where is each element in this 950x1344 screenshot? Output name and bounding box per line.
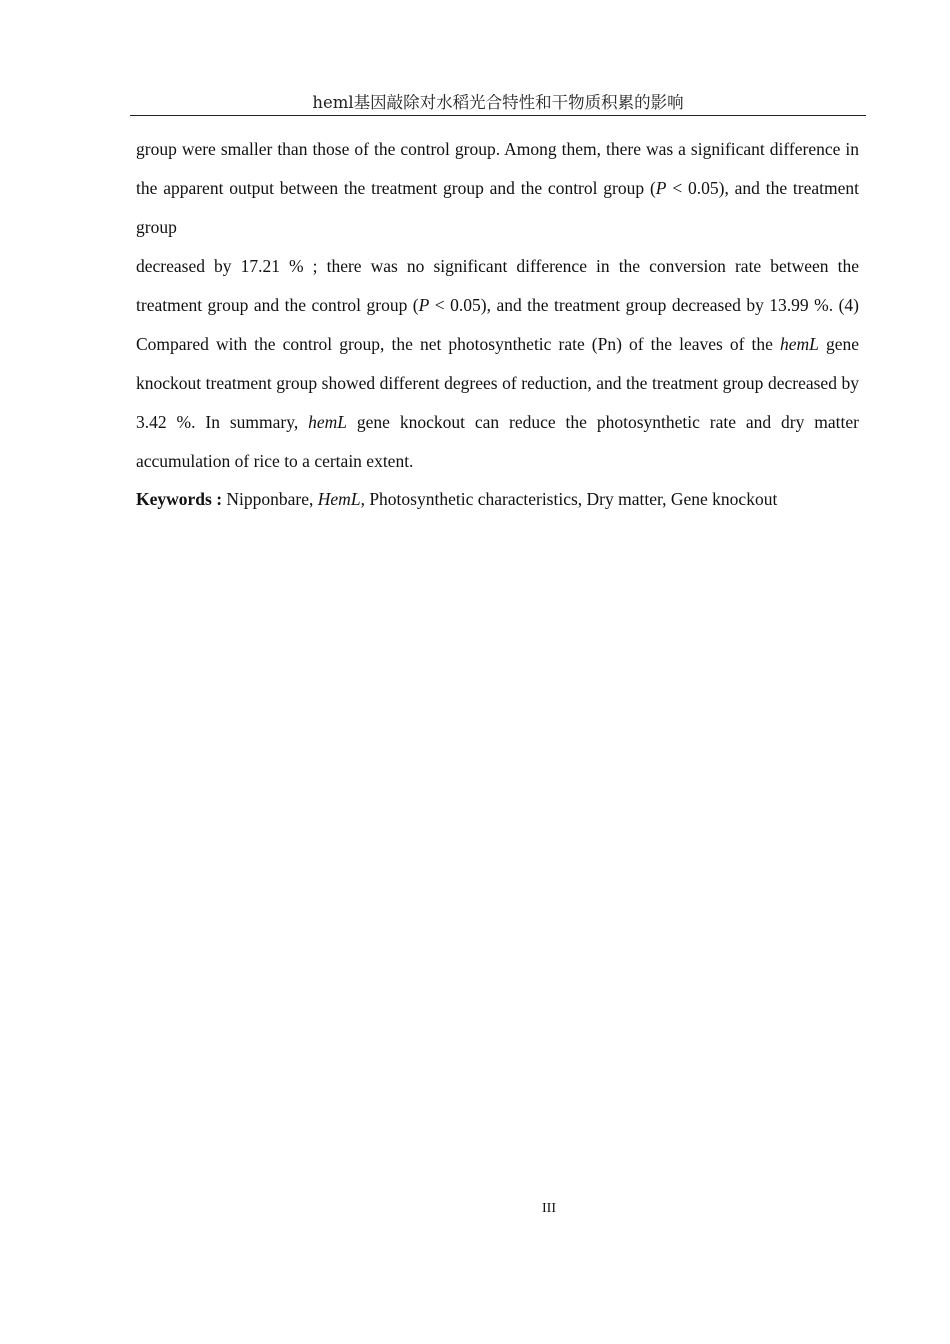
abstract-body [136, 130, 859, 517]
paragraph-2-text-a: decreased by 17.21 % ; there was no significant difference in the conversion rate between the treatment group and the control group ( [136, 256, 859, 315]
p-value-symbol: P [655, 178, 667, 198]
keywords-label: Keywords : [136, 489, 223, 509]
paragraph-2-text-d: gene knockout can reduce the photosynthetic rate and dry matter accumulation of rice to a certain extent. [136, 412, 859, 471]
keyword-gene-name: HemL [317, 489, 361, 509]
abstract-paragraph-2 [136, 247, 859, 481]
paragraph-2-text-c: gene knockout treatment group showed different degrees of reduction, and the treatment group decreased by 3.42 %. In summary, [136, 334, 859, 432]
paragraph-1-text-b: < 0.05), and the treatment group [136, 178, 860, 237]
gene-name: hemL [780, 334, 819, 354]
keywords-text-b: , Photosynthetic characteristics, Dry matter, Gene knockout [360, 489, 778, 509]
keywords-line [136, 481, 859, 517]
paragraph-1-text-a: group were smaller than those of the control group. Among them, there was a significant difference in the apparent output between the treatment group and the control group ( [136, 139, 859, 198]
running-header-title: heml基因敲除对水稻光合特性和干物质积累的影响 [312, 93, 684, 112]
gene-name: hemL [308, 412, 347, 432]
header-rule [130, 115, 866, 116]
paragraph-2-text-b: < 0.05), and the treatment group decreased by 13.99 %. (4) Compared with the control group, the net photosynthetic rate (Pn) of the leaves of the [136, 295, 859, 354]
keywords-text-a: Nipponbare, [222, 489, 318, 509]
page-number: III [542, 1201, 556, 1216]
p-value-symbol: P [418, 295, 430, 315]
abstract-paragraph-1 [136, 130, 859, 247]
